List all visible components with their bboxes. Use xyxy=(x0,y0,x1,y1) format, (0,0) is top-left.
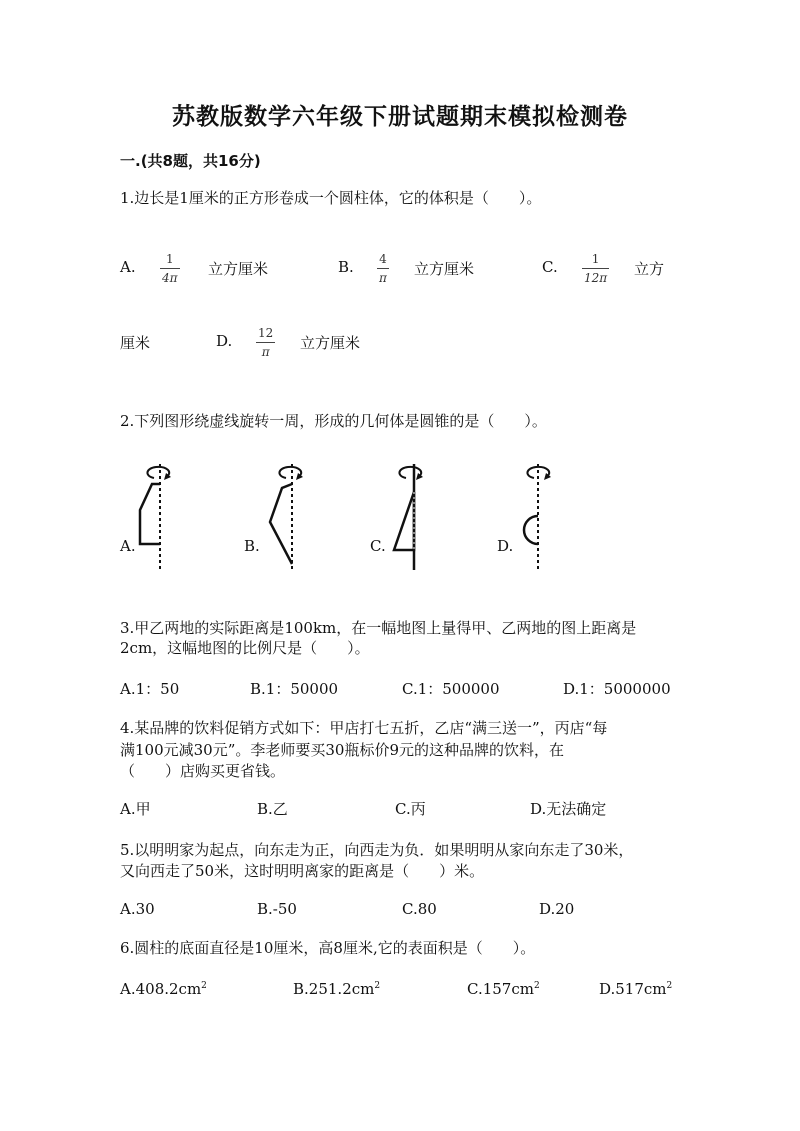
q1-option-c-letter: C. xyxy=(542,258,558,276)
q6-option-a-exponent: 2 xyxy=(201,981,207,991)
q3-option-a: A.1：50 xyxy=(120,680,180,698)
q3-option-d: D.1：5000000 xyxy=(563,680,671,698)
q2-option-d-letter: D. xyxy=(497,537,514,555)
q1-option-a-unit: 立方厘米 xyxy=(208,260,269,278)
question-1-stem: 1.边长是1厘米的正方形卷成一个圆柱体，它的体积是（ ）。 xyxy=(120,189,542,207)
q6-option-b-exponent: 2 xyxy=(374,981,381,991)
q6-option-d-value: D.517cm xyxy=(599,980,667,998)
q2-figure-c xyxy=(392,462,452,572)
question-3-line-2: 2cm，这幅地图的比例尺是（ ）。 xyxy=(120,639,370,657)
q1-option-c-numerator: 1 xyxy=(591,252,600,266)
q6-option-c xyxy=(467,980,540,998)
q6-option-a xyxy=(120,980,207,998)
question-4-line-1: 4.某品牌的饮料促销方式如下：甲店打七五折，乙店“满三送一”，丙店“每 xyxy=(120,719,608,737)
q1-option-d-fraction xyxy=(256,326,275,359)
fraction-bar xyxy=(582,268,609,269)
q6-option-d xyxy=(599,980,672,998)
q5-option-a: A.30 xyxy=(120,900,155,918)
q1-option-c-unit-wrap: 厘米 xyxy=(120,334,151,352)
q5-option-c: C.80 xyxy=(402,900,437,918)
q2-figure-a xyxy=(130,462,190,572)
fraction-bar xyxy=(256,342,275,343)
q6-option-d-exponent: 2 xyxy=(666,981,673,991)
q6-option-c-value: C.157cm xyxy=(467,980,534,998)
q1-option-d-numerator: 12 xyxy=(258,326,274,340)
question-4-line-2: 满100元减30元”。李老师要买30瓶标价9元的这种品牌的饮料，在 xyxy=(120,741,565,759)
question-5-line-1: 5.以明明家为起点，向东走为正，向西走为负．如果明明从家向东走了30米， xyxy=(120,841,634,859)
q4-option-b: B.乙 xyxy=(257,800,288,818)
q4-option-c: C.丙 xyxy=(395,800,426,818)
q6-option-b xyxy=(293,980,380,998)
q2-figure-d xyxy=(512,462,572,572)
question-5-line-2: 又向西走了50米，这时明明离家的距离是（ ）米。 xyxy=(120,862,485,880)
fraction-bar xyxy=(377,268,389,269)
q6-option-b-value: B.251.2cm xyxy=(293,980,375,998)
q1-option-c-denominator: 12π xyxy=(584,271,608,285)
q1-option-d-letter: D. xyxy=(216,332,233,350)
question-6-stem: 6.圆柱的底面直径是10厘米，高8厘米,它的表面积是（ ）。 xyxy=(120,939,536,957)
q1-option-b-unit: 立方厘米 xyxy=(414,260,475,278)
q2-option-b-letter: B. xyxy=(244,537,260,555)
q3-option-b: B.1：50000 xyxy=(250,680,339,698)
q4-option-d: D.无法确定 xyxy=(530,800,607,818)
q2-option-a-letter: A. xyxy=(120,537,136,555)
q1-option-d-unit: 立方厘米 xyxy=(300,334,361,352)
q2-option-c-letter: C. xyxy=(370,537,386,555)
q5-option-b: B.-50 xyxy=(257,900,297,918)
question-3-line-1: 3.甲乙两地的实际距离是100km，在一幅地图上量得甲、乙两地的图上距离是 xyxy=(120,619,637,637)
fraction-bar xyxy=(160,268,180,269)
question-2-stem: 2.下列图形绕虚线旋转一周，形成的几何体是圆锥的是（ ）。 xyxy=(120,412,547,430)
q3-option-c: C.1：500000 xyxy=(402,680,500,698)
q1-option-a-fraction xyxy=(160,252,180,285)
question-4-line-3: （ ）店购买更省钱。 xyxy=(120,762,286,780)
q1-option-a-denominator: 4π xyxy=(162,271,178,285)
q6-option-c-exponent: 2 xyxy=(533,981,540,991)
q1-option-b-denominator: π xyxy=(379,271,387,285)
page-title: 苏教版数学六年级下册试题期末模拟检测卷 xyxy=(172,104,628,130)
q1-option-c-fraction xyxy=(582,252,609,285)
q5-option-d: D.20 xyxy=(539,900,575,918)
q1-option-c-unit: 立方 xyxy=(634,260,665,278)
q2-figure-b xyxy=(262,462,322,572)
section-heading: 一.(共8题，共16分) xyxy=(120,152,261,170)
q1-option-b-numerator: 4 xyxy=(379,252,387,266)
q1-option-b-letter: B. xyxy=(338,258,354,276)
q1-option-a-numerator: 1 xyxy=(165,252,174,266)
q1-option-a-letter: A. xyxy=(120,258,136,276)
q6-option-a-value: A.408.2cm xyxy=(120,980,202,998)
q1-option-b-fraction xyxy=(377,252,389,285)
q4-option-a: A.甲 xyxy=(120,800,151,818)
q1-option-d-denominator: π xyxy=(261,345,270,359)
